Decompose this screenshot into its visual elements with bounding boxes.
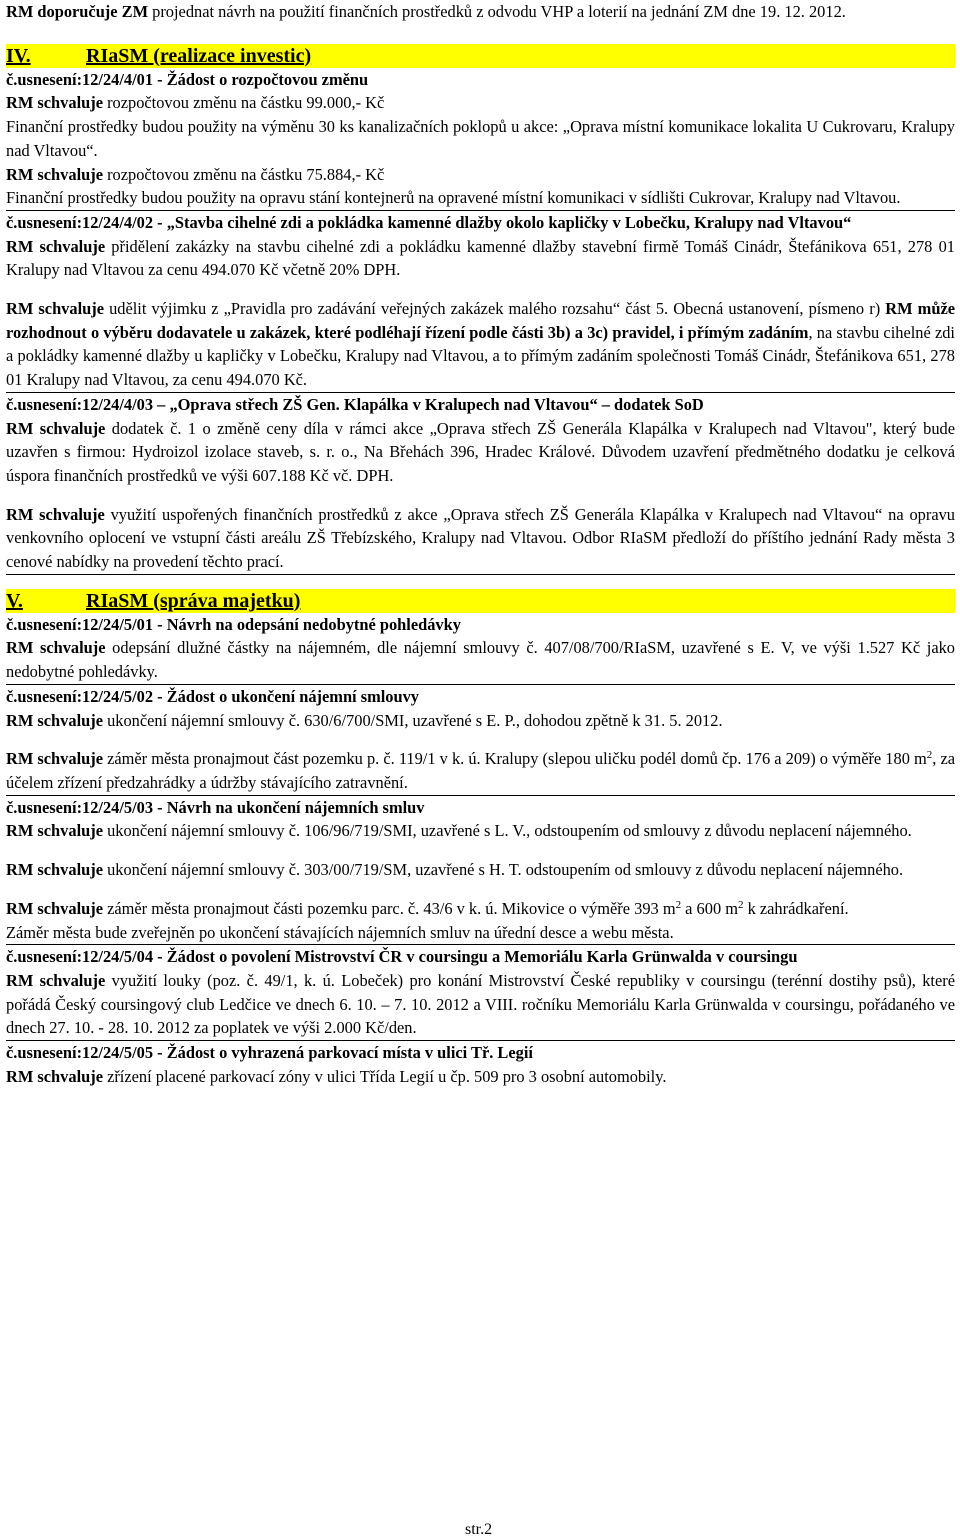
section-iv-number: IV. [6, 44, 31, 67]
superscript: 2 [675, 898, 682, 911]
approves-label: RM schvaluje [6, 418, 106, 438]
approves-label: RM schvaluje [6, 638, 106, 658]
approves-text: záměr města pronajmout části pozemku parc. č. 43/6 v k. ú. Mikovice o výměře 393 m [102, 898, 676, 918]
approves-text: , na stavbu cihelné zdi a pokládky kamenné dlažby u kapličky v Lobečku, Kralupy nad Vltavou, a to přímým zadáním společnosti Tomáš Cinádr, Štefánikova 651, 278 01 Kralupy nad Vltavou, za cenu 494.070 Kč. [6, 322, 955, 390]
page-number: str.2 [465, 1521, 493, 1538]
resolution-heading: č.usnesení:12/24/5/05 - Žádost o vyhrazená parkovací místa v ulici Tř. Legií [6, 1043, 533, 1063]
approves-label: RM schvaluje [6, 93, 103, 113]
resolution-heading: č.usnesení:12/24/5/02 - Žádost o ukončení nájemní smlouvy [6, 686, 419, 706]
intro-bold: RM doporučuje ZM [6, 2, 149, 21]
resolution-text [6, 1065, 955, 1089]
resolution-text [6, 636, 955, 684]
approves-text: ukončení nájemní smlouvy č. 303/00/719/SM, uzavřené s H. T. odstoupením od smlouvy z důvodu neplacení nájemného. [102, 860, 904, 880]
section-iv-heading [6, 44, 955, 68]
resolution-text [6, 709, 955, 733]
approves-label: RM schvaluje [6, 164, 103, 184]
approves-label: RM schvaluje [6, 749, 103, 769]
resolution-text [6, 897, 955, 921]
resolution-description: Finanční prostředky budou použity na opravu stání kontejnerů na opravené místní komunikaci v sídlišti Cukrovar, Kralupy nad Vltavou. [6, 186, 955, 211]
document-page [6, 0, 955, 1088]
section-v-title: RIaSM (správa majetku) [86, 589, 301, 612]
resolution-text [6, 417, 955, 488]
resolution-text [6, 297, 955, 393]
approves-label: RM schvaluje [6, 898, 103, 918]
resolution-text [6, 163, 955, 187]
intro-paragraph [6, 0, 955, 24]
approves-text: odepsání dlužné částky na nájemném, dle nájemní smlouvy č. 407/08/700/RIaSM, uzavřené s E. V, ve výši 1.527 Kč jako nedobytné pohledávky. [6, 638, 956, 682]
approves-text: záměr města pronajmout část pozemku p. č. 119/1 v k. ú. Kralupy (slepou uličku podél domů čp. 176 a 209) o výměře 180 m [102, 749, 927, 769]
approves-label: RM schvaluje [6, 821, 103, 841]
superscript: 2 [926, 749, 933, 762]
resolution-heading: č.usnesení:12/24/5/01 - Návrh na odepsání nedobytné pohledávky [6, 614, 461, 634]
section-v-heading [6, 589, 955, 613]
approves-label: RM schvaluje [6, 710, 103, 730]
approves-text: využití uspořených finančních prostředků z akce „Oprava střech ZŠ Generála Klapálka v Kralupech nad Vltavou“ na opravu venkovního oplocení ve vstupní části areálu ZŠ Třebízského, Kralupy nad Vltavou. Odbor RIaSM předloží do příštího jednání Rady města 3 cenové nabídky na provedení těchto prací. [6, 504, 955, 572]
bold-clause: RM může rozhodnout o výběru dodavatele u zakázek, které podléhají řízení podle části 3b) a 3c) pravidel, i přímým zadáním [6, 299, 955, 342]
resolution-heading: č.usnesení:12/24/4/01 - Žádost o rozpočtovou změnu [6, 69, 369, 89]
approves-text: rozpočtovou změnu na částku 99.000,- Kč [102, 93, 385, 113]
approves-text: ukončení nájemní smlouvy č. 106/96/719/SMI, uzavřené s L. V., odstoupením od smlouvy z důvodu neplacení nájemného. [102, 821, 912, 841]
section-iv-title: RIaSM (realizace investic) [86, 44, 312, 67]
approves-label: RM schvaluje [6, 236, 106, 256]
resolution-note: Záměr města bude zveřejněn po ukončení stávajících nájemních smluv na úřední desce a webu města. [6, 921, 955, 946]
approves-label: RM schvaluje [6, 504, 105, 524]
approves-text: udělit výjimku z „Pravidla pro zadávání veřejných zakázek malého rozsahu“ část 5. Obecná ustanovení, písmeno r) [103, 299, 886, 319]
approves-text: a 600 m [681, 898, 738, 918]
approves-text: k zahrádkaření. [743, 898, 849, 918]
resolution-description: Finanční prostředky budou použity na výměnu 30 ks kanalizačních poklopů u akce: „Oprava místní komunikace lokalita U Cukrovaru, Kralupy nad Vltavou“. [6, 117, 955, 160]
approves-label: RM schvaluje [6, 860, 103, 880]
approves-text: zřízení placené parkovací zóny v ulici Třída Legií u čp. 509 pro 3 osobní automobily. [102, 1066, 667, 1086]
superscript: 2 [737, 898, 744, 911]
resolution-text [6, 747, 955, 795]
resolution-text [6, 235, 955, 282]
approves-text: ukončení nájemní smlouvy č. 630/6/700/SMI, uzavřené s E. P., dohodou zpětně k 31. 5. 2012. [102, 710, 723, 730]
approves-text: využití louky (poz. č. 49/1, k. ú. Lobeček) pro konání Mistrovství České republiky v coursingu (terénní dostihy psů), které pořádá Český coursingový club Ledčice ve dnech 6. 10. – 7. 10. 2012 a VIII. ročníku Memoriálu Karla Grünwalda v coursingu, pořádaného ve dnech 27. 10. - 28. 10. 2012 za poplatek ve výši 2.000 Kč/den. [6, 970, 955, 1038]
resolution-heading: č.usnesení:12/24/5/03 - Návrh na ukončení nájemních smluv [6, 797, 425, 817]
approves-text: přidělení zakázky na stavbu cihelné zdi a pokládku kamenné dlažby stavební firmě Tomáš Cinádr, Štefánikova 651, 278 01 Kralupy nad Vltavou za cenu 494.070 Kč včetně 20% DPH. [6, 236, 955, 280]
approves-label: RM schvaluje [6, 1066, 103, 1086]
resolution-text [6, 503, 955, 575]
resolution-text [6, 969, 955, 1041]
resolution-text [6, 91, 955, 115]
resolution-heading: č.usnesení:12/24/5/04 - Žádost o povolení Mistrovství ČR v coursingu a Memoriálu Karla Grünwalda v coursingu [6, 947, 798, 967]
approves-label: RM schvaluje [6, 299, 104, 319]
resolution-text [6, 819, 955, 843]
resolution-heading: č.usnesení:12/24/4/03 – „Oprava střech ZŠ Gen. Klapálka v Kralupech nad Vltavou“ – dodatek SoD [6, 394, 704, 414]
resolution-text [6, 858, 955, 882]
resolution-heading: č.usnesení:12/24/4/02 - „Stavba cihelné zdi a pokládka kamenné dlažby okolo kapličky v Lobečku, Kralupy nad Vltavou“ [6, 212, 852, 232]
intro-text: projednat návrh na použití finančních prostředků z odvodu VHP a loterií na jednání ZM dne 19. 12. 2012. [148, 2, 846, 21]
approves-label: RM schvaluje [6, 970, 106, 990]
approves-text: rozpočtovou změnu na částku 75.884,- Kč [102, 164, 385, 184]
approves-text: , za účelem zřízení předzahrádky a údržby stávajícího zatravnění. [6, 749, 955, 792]
approves-text: dodatek č. 1 o změně ceny díla v rámci akce „Oprava střech ZŠ Generála Klapálka v Kralupech nad Vltavou", který bude uzavřen s firmou: Hydroizol izolace staveb, s. r. o., Na Břehách 396, Hradec Králové. Důvodem uzavření předmětného dodatku je celková úspora finančních prostředků ve výši 607.188 Kč vč. DPH. [6, 418, 955, 485]
section-v-number: V. [6, 589, 23, 612]
